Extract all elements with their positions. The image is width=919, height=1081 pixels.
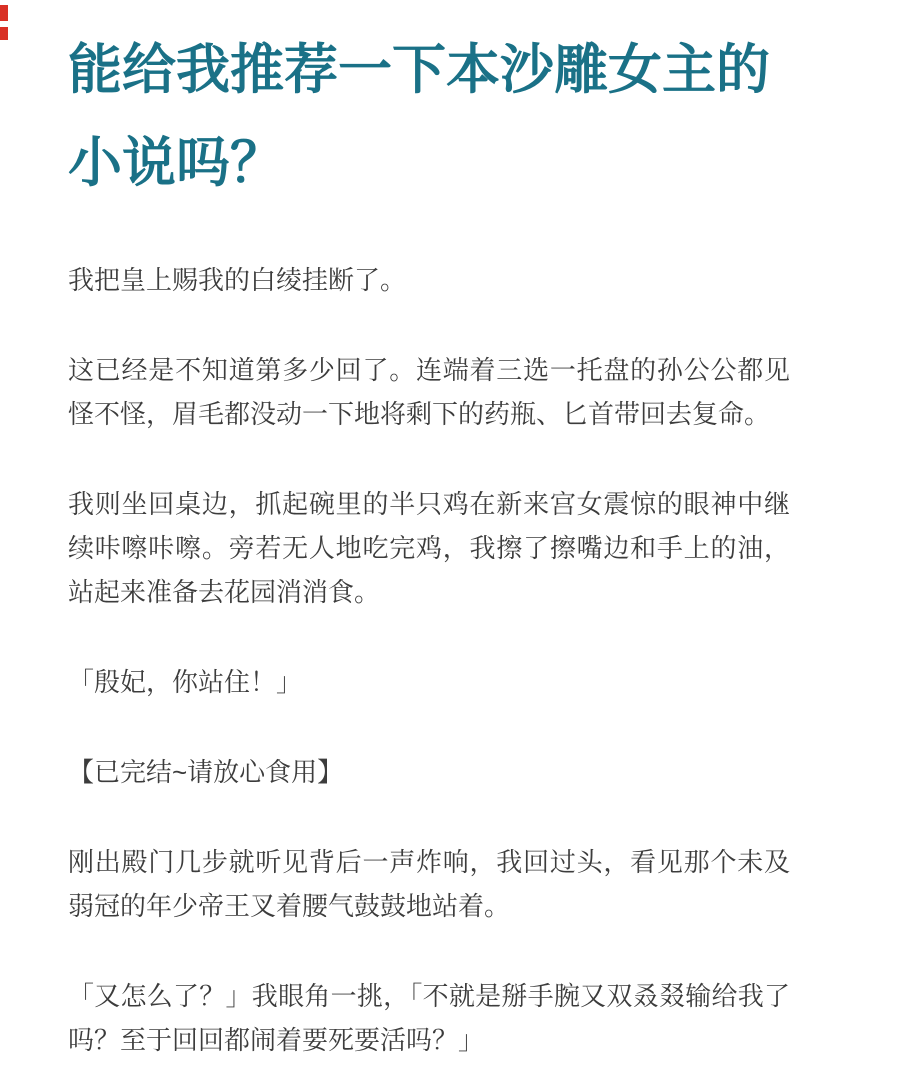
clipped-red-mark-top: [0, 5, 8, 21]
page-title: 能给我推荐一下本沙雕女主的小说吗？: [68, 40, 770, 193]
clipped-red-mark-bottom: [0, 27, 8, 40]
paragraph: 「殷妃，你站住！」: [68, 667, 303, 697]
paragraph: 我则坐回桌边，抓起碗里的半只鸡在新来宫女震惊的眼神中继续咔嚓咔嚓。旁若无人地吃完鸡，我擦了擦嘴边和手上的油，站起来准备去花园消消食。: [68, 489, 790, 607]
paragraph: 我把皇上赐我的白绫挂断了。: [68, 265, 407, 295]
paragraph: 「又怎么了？」我眼角一挑，「不就是掰手腕又双叒叕输给我了吗？至于回回都闹着要死要活吗？」: [68, 981, 790, 1055]
paragraph: 这已经是不知道第多少回了。连端着三选一托盘的孙公公都见怪不怪，眉毛都没动一下地将剩下的药瓶、匕首带回去复命。: [68, 355, 790, 429]
paragraph: 刚出殿门几步就听见背后一声炸响，我回过头，看见那个未及弱冠的年少帝王叉着腰气鼓鼓地站着。: [68, 847, 790, 921]
paragraph: 【已完结~请放心食用】: [68, 757, 344, 787]
